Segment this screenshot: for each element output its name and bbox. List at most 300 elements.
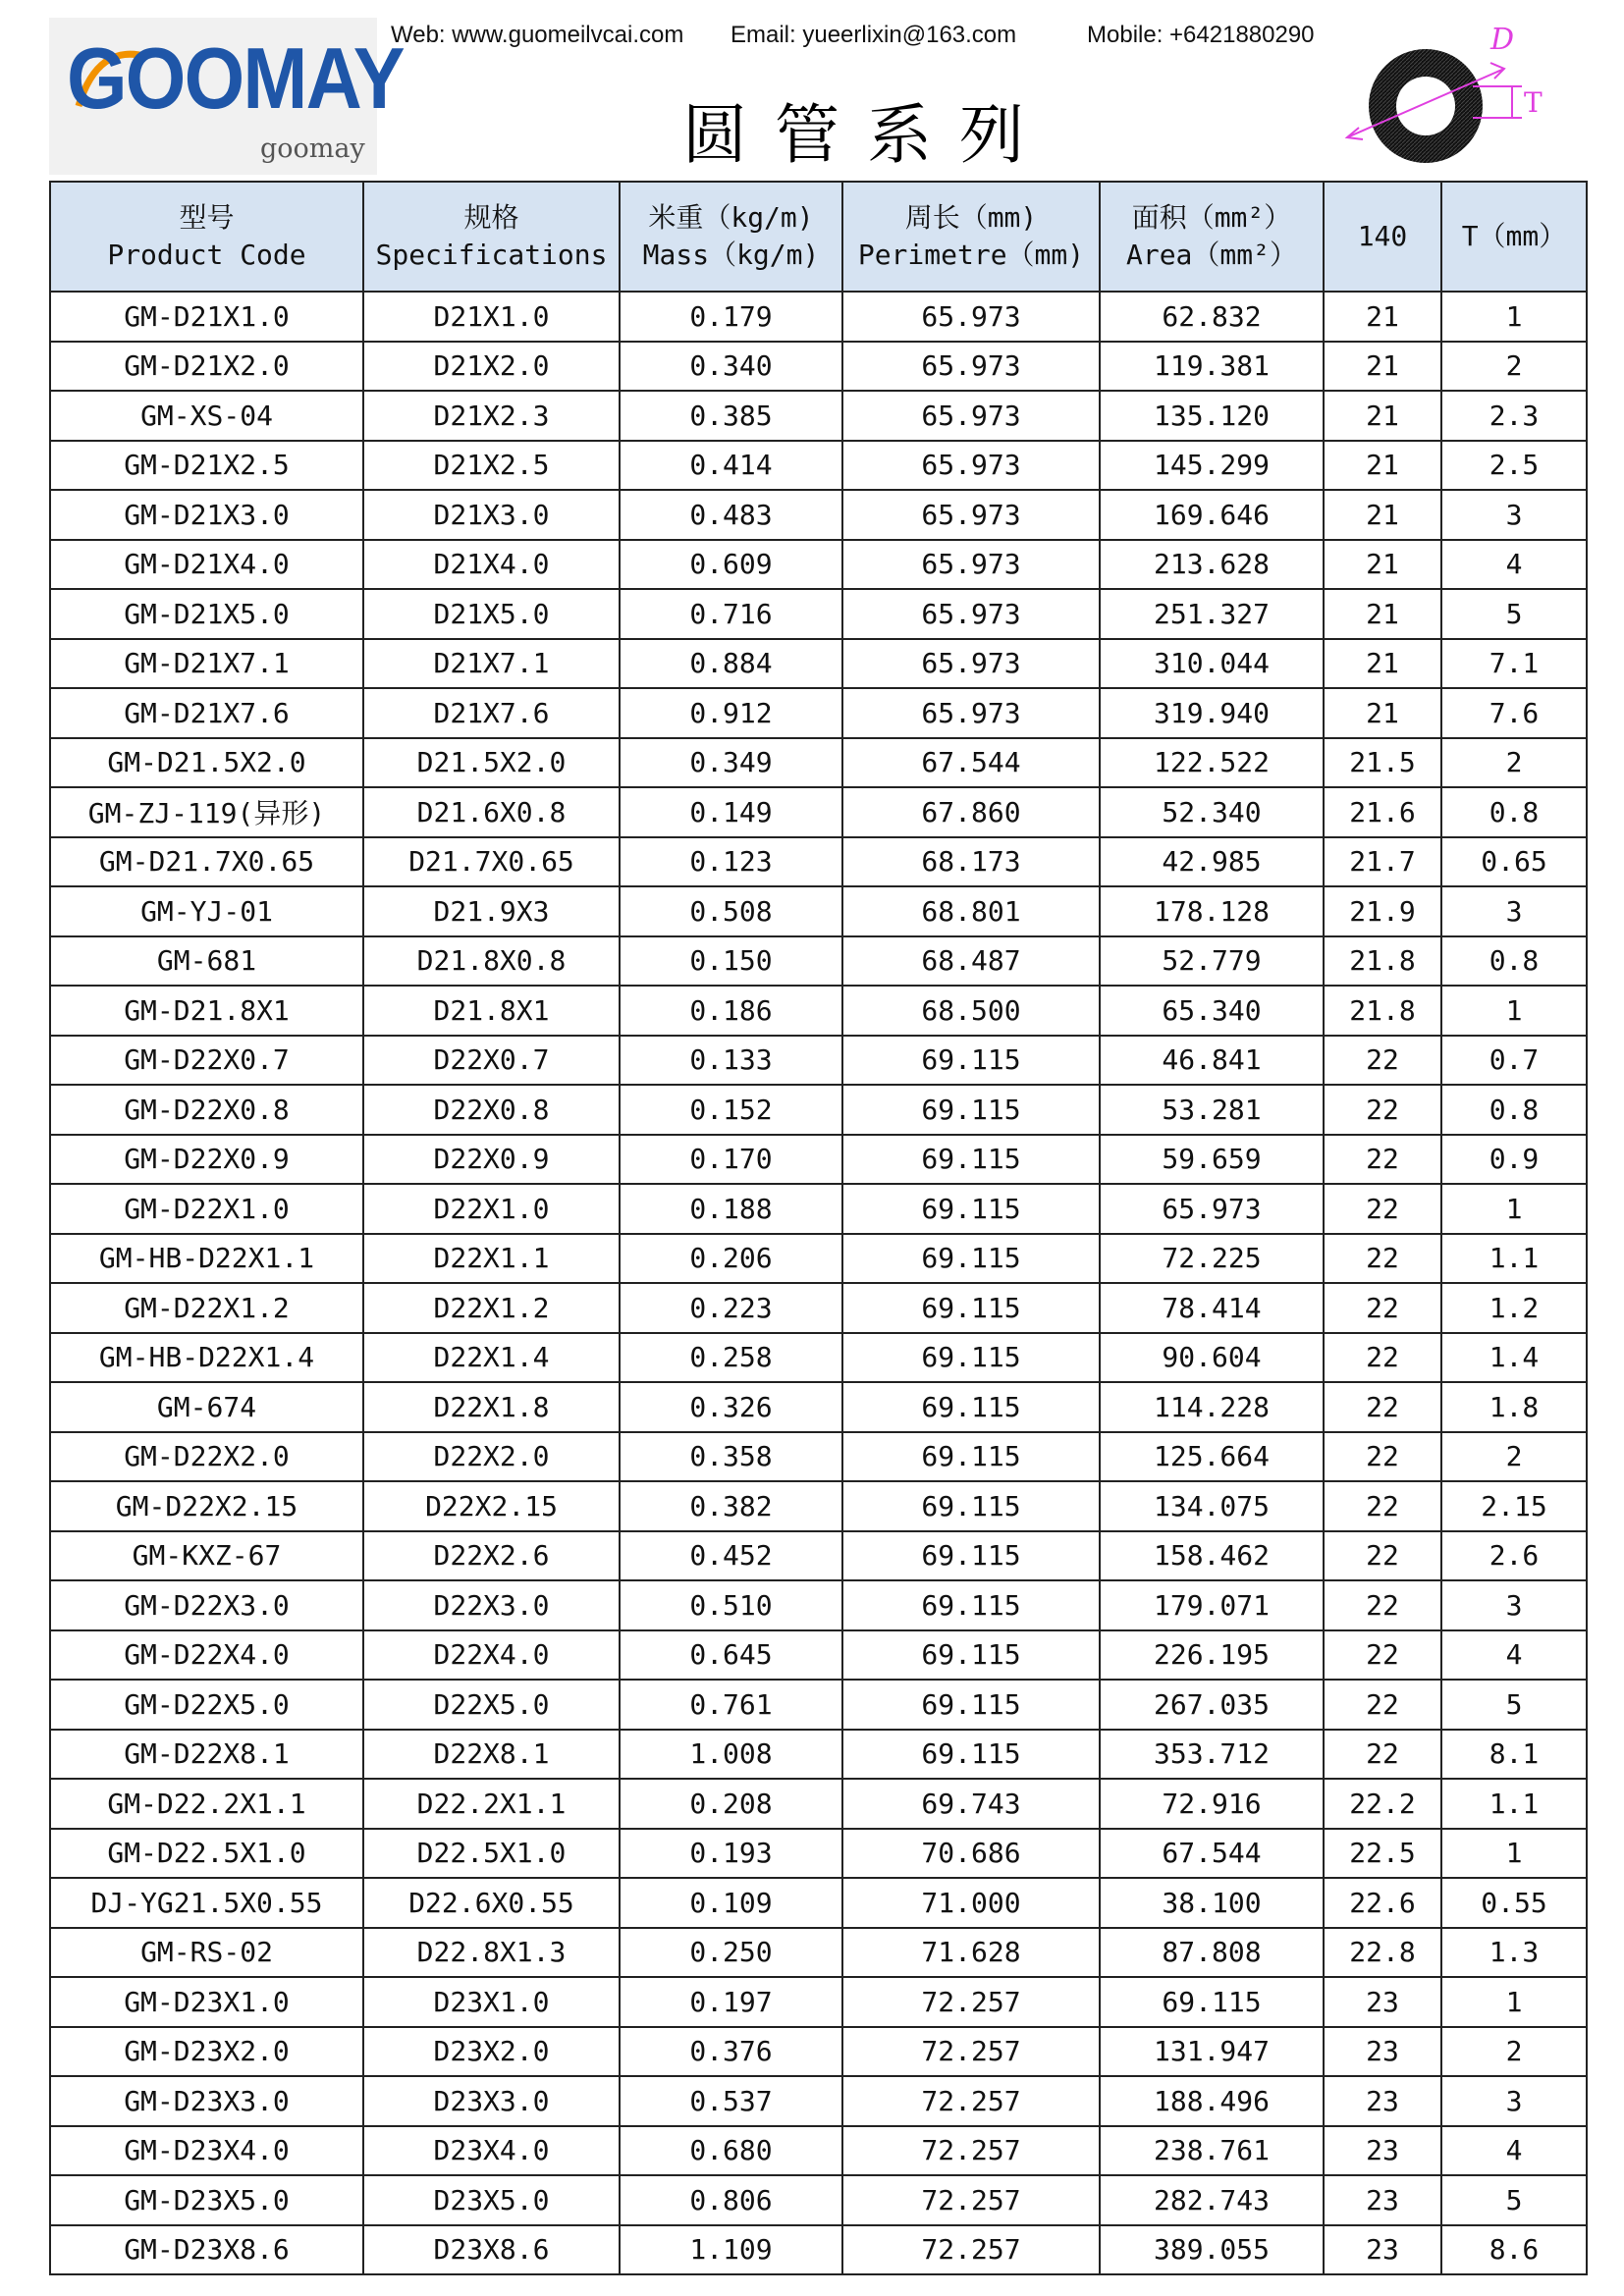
table-cell: 0.382	[620, 1481, 842, 1531]
table-cell: D22X0.9	[363, 1135, 620, 1185]
table-cell: 71.628	[842, 1928, 1100, 1978]
table-cell: 0.179	[620, 292, 842, 342]
tube-inner-circle	[1396, 77, 1455, 135]
table-cell: 72.257	[842, 2076, 1100, 2126]
table-cell: 21	[1324, 540, 1441, 590]
table-cell: 319.940	[1100, 688, 1324, 738]
column-header-primary: 140	[1357, 220, 1408, 252]
table-cell: 0.884	[620, 639, 842, 689]
table-cell: 0.250	[620, 1928, 842, 1978]
table-cell: GM-D23X5.0	[50, 2175, 363, 2225]
table-row	[50, 1036, 1587, 1086]
table-cell: 1.3	[1441, 1928, 1587, 1978]
table-cell: 0.150	[620, 936, 842, 987]
table-cell: 90.604	[1100, 1333, 1324, 1383]
table-cell: 70.686	[842, 1829, 1100, 1879]
table-row	[50, 1630, 1587, 1681]
column-header	[1324, 182, 1441, 292]
table-cell: 1	[1441, 1977, 1587, 2027]
table-cell: 22.6	[1324, 1878, 1441, 1928]
table-row	[50, 886, 1587, 936]
table-row	[50, 1878, 1587, 1928]
table-cell: 72.916	[1100, 1779, 1324, 1829]
table-cell: 2.5	[1441, 441, 1587, 491]
table-row	[50, 1680, 1587, 1730]
table-cell: 5	[1441, 589, 1587, 639]
table-cell: 22	[1324, 1531, 1441, 1581]
table-cell: 23	[1324, 2027, 1441, 2077]
table-cell: 0.483	[620, 490, 842, 540]
column-header-primary: T（mm）	[1461, 220, 1567, 252]
table-cell: 22	[1324, 1085, 1441, 1135]
column-header-secondary: Perimetre（mm)	[857, 239, 1085, 271]
column-header-primary: 型号	[179, 201, 235, 234]
table-cell: 0.508	[620, 886, 842, 936]
diagram-d-label: D	[1490, 23, 1515, 57]
table-cell: 69.115	[842, 1630, 1100, 1681]
table-cell: 8.6	[1441, 2225, 1587, 2275]
table-cell: 23	[1324, 2126, 1441, 2176]
table-cell: GM-D21X7.6	[50, 688, 363, 738]
column-header-primary: 面积（mm²）	[1131, 201, 1292, 234]
table-cell: DJ-YG21.5X0.55	[50, 1878, 363, 1928]
table-cell: 69.115	[842, 1432, 1100, 1482]
table-cell: 0.8	[1441, 787, 1587, 837]
table-cell: 0.9	[1441, 1135, 1587, 1185]
table-cell: 5	[1441, 1680, 1587, 1730]
table-cell: 21.8	[1324, 936, 1441, 987]
table-cell: 22	[1324, 1382, 1441, 1432]
table-cell: 72.257	[842, 2225, 1100, 2275]
table-cell: GM-D22X3.0	[50, 1580, 363, 1630]
table-cell: 23	[1324, 2076, 1441, 2126]
table-cell: 22.5	[1324, 1829, 1441, 1879]
table-cell: 8.1	[1441, 1730, 1587, 1780]
table-cell: GM-D22X2.0	[50, 1432, 363, 1482]
column-header	[842, 182, 1100, 292]
table-cell: GM-D23X2.0	[50, 2027, 363, 2077]
table-row	[50, 787, 1587, 837]
table-cell: 65.973	[842, 292, 1100, 342]
table-cell: 62.832	[1100, 292, 1324, 342]
table-cell: 0.7	[1441, 1036, 1587, 1086]
table-cell: D21.5X2.0	[363, 738, 620, 788]
website-text: Web: www.guomeilvcai.com	[391, 22, 684, 48]
table-row	[50, 1977, 1587, 2027]
table-cell: 0.326	[620, 1382, 842, 1432]
table-cell: GM-RS-02	[50, 1928, 363, 1978]
table-cell: 1	[1441, 1184, 1587, 1234]
table-cell: 21	[1324, 391, 1441, 441]
table-cell: 69.115	[842, 1184, 1100, 1234]
table-cell: GM-XS-04	[50, 391, 363, 441]
table-cell: 69.115	[842, 1680, 1100, 1730]
table-cell: D22X8.1	[363, 1730, 620, 1780]
table-row	[50, 1135, 1587, 1185]
table-cell: 267.035	[1100, 1680, 1324, 1730]
table-cell: 2	[1441, 1432, 1587, 1482]
table-cell: 1.4	[1441, 1333, 1587, 1383]
table-cell: 21	[1324, 639, 1441, 689]
table-cell: 3	[1441, 490, 1587, 540]
table-cell: 69.115	[842, 1730, 1100, 1780]
table-cell: 3	[1441, 886, 1587, 936]
table-cell: D22X1.8	[363, 1382, 620, 1432]
table-cell: 0.510	[620, 1580, 842, 1630]
table-row	[50, 1730, 1587, 1780]
table-cell: 0.152	[620, 1085, 842, 1135]
table-cell: 114.228	[1100, 1382, 1324, 1432]
table-cell: 0.55	[1441, 1878, 1587, 1928]
column-header	[363, 182, 620, 292]
table-cell: 72.257	[842, 1977, 1100, 2027]
table-cell: GM-D22X1.0	[50, 1184, 363, 1234]
table-cell: D22X1.4	[363, 1333, 620, 1383]
table-cell: 22.2	[1324, 1779, 1441, 1829]
table-cell: 67.860	[842, 787, 1100, 837]
table-cell: 52.340	[1100, 787, 1324, 837]
table-row	[50, 589, 1587, 639]
table-cell: 0.206	[620, 1234, 842, 1284]
table-row	[50, 292, 1587, 342]
table-row	[50, 1382, 1587, 1432]
table-cell: 0.258	[620, 1333, 842, 1383]
table-cell: 69.115	[842, 1531, 1100, 1581]
table-cell: 65.973	[842, 490, 1100, 540]
table-cell: 22	[1324, 1630, 1441, 1681]
table-cell: GM-D21X2.5	[50, 441, 363, 491]
table-row	[50, 1085, 1587, 1135]
table-cell: D21X2.3	[363, 391, 620, 441]
table-cell: GM-D22.5X1.0	[50, 1829, 363, 1879]
table-row	[50, 837, 1587, 887]
table-cell: 0.170	[620, 1135, 842, 1185]
column-header-primary: 米重（kg/m)	[648, 201, 814, 234]
table-cell: 0.761	[620, 1680, 842, 1730]
table-cell: GM-D22X4.0	[50, 1630, 363, 1681]
table-cell: 69.115	[842, 1283, 1100, 1333]
table-cell: 69.115	[842, 1234, 1100, 1284]
table-cell: 65.340	[1100, 986, 1324, 1036]
table-cell: 21	[1324, 490, 1441, 540]
table-cell: D21X7.6	[363, 688, 620, 738]
table-cell: 65.973	[842, 342, 1100, 392]
table-cell: D22X4.0	[363, 1630, 620, 1681]
table-cell: D22X2.6	[363, 1531, 620, 1581]
table-cell: 22	[1324, 1135, 1441, 1185]
table-cell: D22X1.0	[363, 1184, 620, 1234]
table-cell: 65.973	[842, 441, 1100, 491]
table-row	[50, 490, 1587, 540]
table-cell: D22X0.7	[363, 1036, 620, 1086]
table-cell: 67.544	[1100, 1829, 1324, 1879]
table-row	[50, 391, 1587, 441]
table-cell: D23X5.0	[363, 2175, 620, 2225]
table-row	[50, 936, 1587, 987]
table-cell: 4	[1441, 1630, 1587, 1681]
table-cell: 0.8	[1441, 936, 1587, 987]
table-row	[50, 1829, 1587, 1879]
column-header	[1100, 182, 1324, 292]
table-row	[50, 342, 1587, 392]
table-cell: 22	[1324, 1283, 1441, 1333]
table-cell: 65.973	[842, 639, 1100, 689]
table-cell: 0.452	[620, 1531, 842, 1581]
table-cell: 65.973	[842, 391, 1100, 441]
table-cell: 1.1	[1441, 1234, 1587, 1284]
table-cell: 1.8	[1441, 1382, 1587, 1432]
table-cell: D22X3.0	[363, 1580, 620, 1630]
table-row	[50, 2225, 1587, 2275]
table-row	[50, 1234, 1587, 1284]
table-cell: 21	[1324, 688, 1441, 738]
table-cell: 0.385	[620, 391, 842, 441]
column-header-secondary: Mass（kg/m)	[642, 239, 820, 271]
table-cell: 69.115	[842, 1580, 1100, 1630]
table-cell: 68.801	[842, 886, 1100, 936]
table-cell: 0.109	[620, 1878, 842, 1928]
table-cell: GM-D22X1.2	[50, 1283, 363, 1333]
table-cell: 0.208	[620, 1779, 842, 1829]
table-cell: D22.6X0.55	[363, 1878, 620, 1928]
table-cell: 65.973	[1100, 1184, 1324, 1234]
table-cell: 69.743	[842, 1779, 1100, 1829]
table-cell: 7.6	[1441, 688, 1587, 738]
table-cell: 52.779	[1100, 936, 1324, 987]
table-cell: GM-D21X3.0	[50, 490, 363, 540]
table-cell: 69.115	[842, 1382, 1100, 1432]
table-cell: 4	[1441, 2126, 1587, 2176]
column-header-primary: 周长（mm)	[904, 201, 1038, 234]
table-row	[50, 738, 1587, 788]
table-row	[50, 1432, 1587, 1482]
table-cell: D21X2.5	[363, 441, 620, 491]
table-cell: 3	[1441, 2076, 1587, 2126]
table-cell: 122.522	[1100, 738, 1324, 788]
table-cell: 0.376	[620, 2027, 842, 2077]
table-cell: 0.414	[620, 441, 842, 491]
table-cell: GM-D21X1.0	[50, 292, 363, 342]
table-cell: 5	[1441, 2175, 1587, 2225]
table-cell: GM-D22X8.1	[50, 1730, 363, 1780]
column-header-secondary: Specifications	[375, 239, 608, 271]
table-cell: 21.5	[1324, 738, 1441, 788]
table-cell: 21	[1324, 441, 1441, 491]
table-cell: D21.6X0.8	[363, 787, 620, 837]
table-header-row	[50, 182, 1587, 292]
table-cell: 22.8	[1324, 1928, 1441, 1978]
table-row	[50, 1928, 1587, 1978]
table-cell: 23	[1324, 2225, 1441, 2275]
table-cell: GM-D21.8X1	[50, 986, 363, 1036]
table-cell: GM-D22X0.7	[50, 1036, 363, 1086]
diagram-t-label: T	[1524, 86, 1543, 119]
table-cell: 2	[1441, 738, 1587, 788]
table-cell: 21.7	[1324, 837, 1441, 887]
table-cell: 72.257	[842, 2175, 1100, 2225]
table-cell: 53.281	[1100, 1085, 1324, 1135]
mobile-text: Mobile: +6421880290	[1087, 22, 1315, 48]
table-cell: 0.197	[620, 1977, 842, 2027]
table-cell: 46.841	[1100, 1036, 1324, 1086]
table-cell: 21.9	[1324, 886, 1441, 936]
table-cell: 178.128	[1100, 886, 1324, 936]
table-cell: 145.299	[1100, 441, 1324, 491]
table-cell: GM-YJ-01	[50, 886, 363, 936]
table-cell: 22	[1324, 1481, 1441, 1531]
table-cell: D22X2.0	[363, 1432, 620, 1482]
table-cell: 158.462	[1100, 1531, 1324, 1581]
table-row	[50, 1531, 1587, 1581]
table-cell: 0.349	[620, 738, 842, 788]
table-cell: 68.500	[842, 986, 1100, 1036]
table-cell: 21	[1324, 589, 1441, 639]
table-cell: D22X1.2	[363, 1283, 620, 1333]
table-cell: 1.008	[620, 1730, 842, 1780]
table-row	[50, 1580, 1587, 1630]
table-cell: GM-D22X5.0	[50, 1680, 363, 1730]
table-cell: 0.223	[620, 1283, 842, 1333]
table-cell: 67.544	[842, 738, 1100, 788]
table-cell: D21X3.0	[363, 490, 620, 540]
table-cell: 0.912	[620, 688, 842, 738]
table-cell: GM-D23X4.0	[50, 2126, 363, 2176]
table-cell: 69.115	[842, 1481, 1100, 1531]
table-cell: 2.3	[1441, 391, 1587, 441]
table-cell: 2	[1441, 342, 1587, 392]
table-cell: 0.186	[620, 986, 842, 1036]
table-cell: 23	[1324, 2175, 1441, 2225]
table-cell: 1	[1441, 292, 1587, 342]
table-cell: 68.173	[842, 837, 1100, 887]
table-cell: 188.496	[1100, 2076, 1324, 2126]
table-cell: 1	[1441, 986, 1587, 1036]
table-cell: D21.9X3	[363, 886, 620, 936]
round-tube-table	[49, 181, 1588, 2275]
table-cell: 2.6	[1441, 1531, 1587, 1581]
table-row	[50, 441, 1587, 491]
table-row	[50, 639, 1587, 689]
table-cell: 69.115	[1100, 1977, 1324, 2027]
table-cell: 1.2	[1441, 1283, 1587, 1333]
table-cell: GM-D22X0.8	[50, 1085, 363, 1135]
table-row	[50, 986, 1587, 1036]
table-row	[50, 2027, 1587, 2077]
table-cell: GM-HB-D22X1.1	[50, 1234, 363, 1284]
table-cell: 125.664	[1100, 1432, 1324, 1482]
table-cell: 65.973	[842, 688, 1100, 738]
table-cell: 179.071	[1100, 1580, 1324, 1630]
table-cell: D23X8.6	[363, 2225, 620, 2275]
table-row	[50, 2076, 1587, 2126]
table-cell: GM-681	[50, 936, 363, 987]
table-cell: 119.381	[1100, 342, 1324, 392]
table-cell: GM-D21X4.0	[50, 540, 363, 590]
table-cell: D21.8X0.8	[363, 936, 620, 987]
table-cell: GM-HB-D22X1.4	[50, 1333, 363, 1383]
table-cell: D21X7.1	[363, 639, 620, 689]
table-cell: 22	[1324, 1580, 1441, 1630]
table-cell: 69.115	[842, 1036, 1100, 1086]
company-logo	[49, 18, 404, 175]
table-cell: 21.6	[1324, 787, 1441, 837]
table-row	[50, 2126, 1587, 2176]
table-row	[50, 540, 1587, 590]
table-body	[50, 292, 1587, 2274]
table-cell: 87.808	[1100, 1928, 1324, 1978]
table-cell: D23X1.0	[363, 1977, 620, 2027]
email-text: Email: yueerlixin@163.com	[731, 22, 1017, 48]
table-cell: 0.340	[620, 342, 842, 392]
table-cell: 72.257	[842, 2126, 1100, 2176]
column-header-secondary: Product Code	[107, 239, 306, 271]
logo-subtext: goomay	[260, 133, 365, 164]
table-cell: 72.225	[1100, 1234, 1324, 1284]
table-cell: 0.716	[620, 589, 842, 639]
table-cell: 0.149	[620, 787, 842, 837]
table-cell: D21X2.0	[363, 342, 620, 392]
table-cell: GM-D21X5.0	[50, 589, 363, 639]
table-cell: D22X1.1	[363, 1234, 620, 1284]
table-cell: 69.115	[842, 1135, 1100, 1185]
table-cell: 23	[1324, 1977, 1441, 2027]
table-cell: 68.487	[842, 936, 1100, 987]
table-cell: 0.645	[620, 1630, 842, 1681]
table-cell: 2.15	[1441, 1481, 1587, 1531]
table-cell: D22.2X1.1	[363, 1779, 620, 1829]
table-cell: 135.120	[1100, 391, 1324, 441]
column-header	[620, 182, 842, 292]
table-cell: 21	[1324, 342, 1441, 392]
table-cell: 0.133	[620, 1036, 842, 1086]
table-row	[50, 1184, 1587, 1234]
table-cell: 69.115	[842, 1085, 1100, 1135]
table-cell: 0.680	[620, 2126, 842, 2176]
column-header	[50, 182, 363, 292]
table-cell: 310.044	[1100, 639, 1324, 689]
table-cell: 1	[1441, 1829, 1587, 1879]
table-cell: D22X0.8	[363, 1085, 620, 1135]
table-cell: GM-D22.2X1.1	[50, 1779, 363, 1829]
table-cell: 78.414	[1100, 1283, 1324, 1333]
table-cell: 3	[1441, 1580, 1587, 1630]
table-cell: 22	[1324, 1730, 1441, 1780]
table-cell: 22	[1324, 1234, 1441, 1284]
table-cell: GM-D22X0.9	[50, 1135, 363, 1185]
table-cell: GM-D23X3.0	[50, 2076, 363, 2126]
table-row	[50, 688, 1587, 738]
table-cell: 213.628	[1100, 540, 1324, 590]
table-cell: 238.761	[1100, 2126, 1324, 2176]
table-cell: 42.985	[1100, 837, 1324, 887]
table-cell: 65.973	[842, 589, 1100, 639]
table-cell: D21X5.0	[363, 589, 620, 639]
table-row	[50, 1283, 1587, 1333]
table-cell: D21X4.0	[363, 540, 620, 590]
table-cell: 1.1	[1441, 1779, 1587, 1829]
table-cell: GM-D23X1.0	[50, 1977, 363, 2027]
logo-wordmark: GOOMAY	[67, 29, 404, 127]
table-cell: 226.195	[1100, 1630, 1324, 1681]
table-cell: 22	[1324, 1184, 1441, 1234]
table-cell: 0.358	[620, 1432, 842, 1482]
table-cell: GM-D21X2.0	[50, 342, 363, 392]
table-cell: 0.806	[620, 2175, 842, 2225]
table-cell: 4	[1441, 540, 1587, 590]
table-cell: GM-ZJ-119(异形)	[50, 787, 363, 837]
table-row	[50, 1333, 1587, 1383]
table-cell: 353.712	[1100, 1730, 1324, 1780]
